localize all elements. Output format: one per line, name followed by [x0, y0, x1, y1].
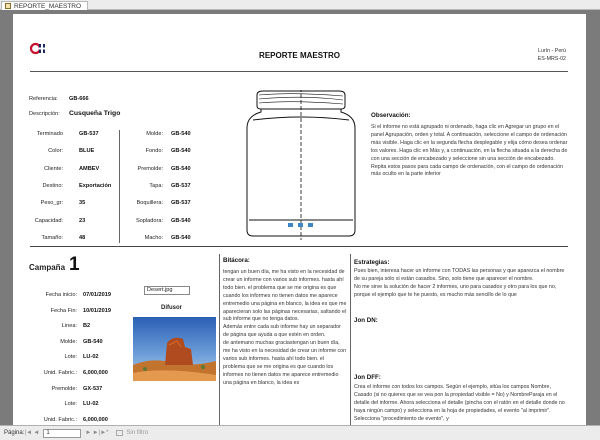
field-label: Molde:	[60, 338, 77, 345]
field-value: GX-537	[83, 385, 103, 392]
field-value: 23	[79, 217, 86, 224]
tab-bar	[0, 0, 600, 10]
field-value: LU-02	[83, 354, 99, 361]
field-value: 07/01/2019	[83, 292, 111, 298]
field-label: Unid. Fabric.:	[43, 416, 77, 423]
first-page-icon[interactable]: |◄	[24, 430, 33, 436]
field-label: Fecha inicio:	[45, 292, 77, 298]
field-value: Exportación	[79, 182, 112, 189]
image-filename: Desert.jpg	[144, 286, 190, 295]
field-value: 6,000,000	[83, 416, 108, 423]
field-label: Color:	[48, 148, 63, 155]
tab-reporte-maestro[interactable]	[1, 1, 88, 10]
record-navigation-bar	[0, 425, 600, 440]
field-value: GB-540	[171, 131, 191, 137]
field-value: 35	[79, 200, 86, 207]
field-label: Fondo:	[145, 148, 163, 155]
descripcion-label: Descripción:	[29, 111, 60, 117]
field-label: Destino:	[42, 182, 63, 189]
field-label: Tapa:	[149, 182, 163, 189]
field-label: Fecha Fin:	[50, 307, 77, 314]
field-value: BLUE	[79, 148, 95, 155]
field-value: 6,000,000	[83, 370, 108, 376]
bitacora-text: tengan un buen día, me ha visto en la necesidad de crear un informe con varios sub informes. hasta ahí todo bien. el problema que se me origina es que cuando los informes no tienen datos me aparece entremedio una página en blanco, la idea es que me aparecieran solo las páginas necesarias, saltando el sub informe que no tenga datos. Además entre cada sub informe hay un separador de página que ayuda a que estén en orden. de antemano muchas graciastengan un buen día, me ha visto en la necesidad de crear un informe con varios sub informes. hasta ahí todo bien. el problema que se me origina es que cuando los informes no tienen datos me aparece entremedio una página en blanco, la idea es	[223, 269, 347, 386]
estrategias-divider	[350, 254, 351, 425]
field-value: LU-02	[83, 401, 99, 408]
document-code: ES-MRS-02	[537, 56, 566, 62]
estrategias-title: Estrategias:	[354, 259, 390, 266]
filter-button[interactable]	[116, 430, 148, 436]
field-value: AMBEV	[79, 165, 100, 172]
field-value: GB-540	[171, 148, 191, 155]
jon-dff-title: Jon DFF:	[354, 374, 381, 381]
field-label: Unid. Fabric.:	[43, 370, 77, 376]
difusor-label: Difusor	[161, 305, 182, 311]
referencia-label: Referencia:	[29, 96, 58, 102]
bitacora-title: Bitácora:	[223, 257, 250, 264]
field-label: Terminado	[36, 131, 63, 137]
report-icon	[5, 3, 11, 9]
field-value: GB-540	[171, 217, 191, 224]
field-value: 10/01/2019	[83, 307, 111, 314]
field-value: B2	[83, 323, 91, 330]
field-label: Peso_gr:	[40, 200, 63, 207]
field-value: GB-540	[83, 338, 103, 345]
section-divider	[30, 246, 568, 247]
page-label: Página:	[4, 430, 25, 436]
campana-label: Campaña	[29, 263, 66, 272]
new-page-icon[interactable]: ►*	[100, 430, 109, 436]
specs-divider	[119, 130, 120, 243]
filter-label: Sin filtro	[126, 430, 149, 436]
descripcion-value: Cusqueña Trigo	[69, 110, 121, 117]
campana-number: 1	[69, 254, 80, 275]
estrategias-text: Pues bien, interesa hacer un informe con TODAS las personas y que aparezca el nombre de su pareja sólo si están casados. Sino, solo tiene que aparecer el nombre. No me sirve la solución de hacer 2 informes, uno para casados y otro para los que no, porque el ejemplo que te he puesto, es mucho más sencillo de lo que	[354, 268, 565, 298]
field-label: Macho:	[144, 234, 163, 241]
field-label: Linea:	[61, 323, 77, 330]
report-title: REPORTE MAESTRO	[259, 51, 340, 60]
filter-icon	[116, 430, 123, 436]
field-value: GB-537	[171, 200, 191, 207]
tab-title: REPORTE_MAESTRO	[14, 2, 82, 10]
jon-dff-text: Crea el informe con todos los campos. Según el ejemplo, sitúa los campos Nombre, Casado (si no quieres que se vea pon la propiedad visible = No) y NombreParaja en el detalle del informe. Ahora selecciona el detalle (pincha con el ratón en el detalle donde no haya ningún campo) y selecciona en la hoja de propiedades, el evento "al imprimir". Selecciona "procedimiento de evento", y	[354, 384, 565, 422]
page-number-input[interactable]: 1	[43, 429, 81, 438]
field-label: Boquillera:	[136, 200, 163, 207]
jon-dn-title: Jon DN:	[354, 317, 378, 324]
previous-page-icon[interactable]: ◄	[33, 430, 40, 436]
field-label: Lote:	[64, 354, 77, 361]
field-value: GB-537	[79, 131, 99, 137]
next-page-icon[interactable]: ►	[85, 430, 92, 436]
field-label: Cliente:	[44, 165, 63, 172]
last-page-icon[interactable]: ►|	[92, 430, 101, 436]
referencia-value: GB-666	[69, 96, 89, 102]
field-label: Lote:	[64, 401, 77, 408]
field-label: Premolde:	[51, 385, 77, 392]
observacion-text: Si el informe no está agrupado ni ordenado, haga clic en Agregar un grupo en el panel Agrupación, orden y total. A continuación, seleccione el campo de ordenación más visible. Haga clic en la segunda flecha desplegable y elija cómo desea ordenar los valores. Haga clic en Más y, a continuación, en la flecha situada a la derecha de con una sección de encabezado y seleccione sin una sección de encabezado. Repita estos pasos para cada campo de ordenación, con el campo de ordenación más oculto en la parte inferior	[371, 124, 568, 178]
jar-drawing	[233, 90, 369, 240]
field-value: 48	[79, 234, 86, 241]
field-value: GB-540	[171, 165, 191, 172]
location-text: Lurín - Perú	[538, 48, 566, 54]
header-divider	[30, 71, 568, 72]
field-label: Premolde:	[137, 165, 163, 172]
field-label: Sopladora:	[135, 217, 163, 224]
field-label: Molde:	[146, 131, 163, 137]
bitacora-divider	[219, 254, 220, 425]
field-label: Capacidad:	[34, 217, 63, 224]
observacion-title: Observación:	[371, 112, 411, 119]
report-viewport[interactable]	[0, 10, 600, 425]
field-value: GB-540	[171, 234, 191, 241]
report-page	[13, 14, 586, 425]
field-value: GB-537	[171, 182, 191, 189]
field-label: Tamaño:	[41, 234, 63, 241]
desert-image	[133, 317, 216, 381]
location-block	[538, 47, 566, 63]
